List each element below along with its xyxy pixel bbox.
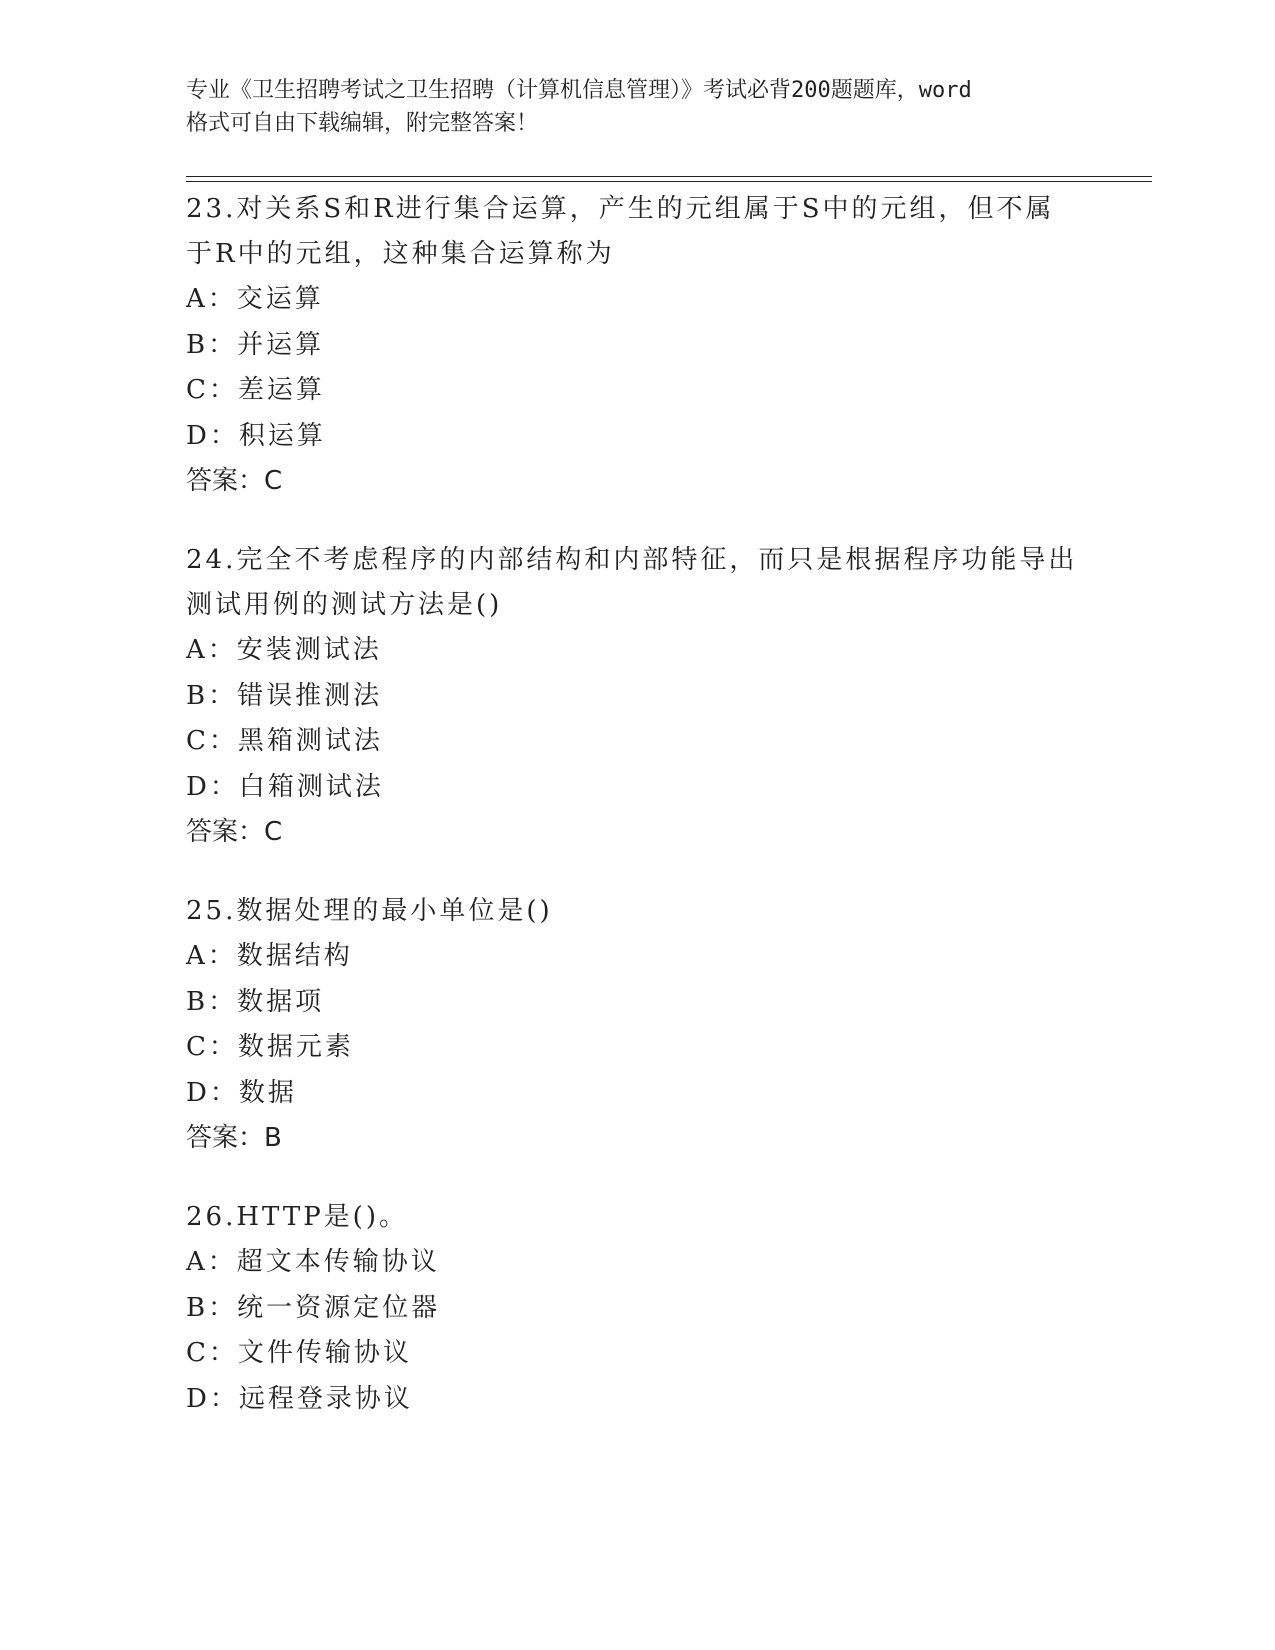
option-d: D：积运算: [186, 420, 326, 451]
option-a: A：安装测试法: [186, 635, 382, 665]
question-stem: 26.HTTP是()。: [186, 1202, 408, 1232]
header-divider-bottom: [186, 181, 1152, 182]
answer-line: 答案：C: [186, 466, 283, 496]
question-26: [186, 1195, 1086, 1422]
option-c: C：黑箱测试法: [186, 726, 383, 756]
option-b: B：统一资源定位器: [186, 1292, 441, 1323]
option-b: B：错误推测法: [186, 680, 383, 711]
question-23: [186, 187, 1086, 504]
question-25: [186, 889, 1086, 1161]
answer-line: 答案：B: [186, 1123, 282, 1153]
option-c: C：文件传输协议: [186, 1338, 412, 1368]
document-header: [186, 74, 1086, 140]
option-c: C：数据元素: [186, 1032, 354, 1062]
option-c: C：差运算: [186, 375, 325, 405]
option-d: D：数据: [186, 1077, 297, 1108]
question-stem: 于R中的元组，这种集合运算称为: [186, 239, 615, 269]
question-stem: 25.数据处理的最小单位是(): [186, 896, 553, 926]
question-stem: 23.对关系S和R进行集合运算，产生的元组属于S中的元组，但不属: [186, 194, 1055, 224]
option-d: D：远程登录协议: [186, 1383, 413, 1414]
option-d: D：白箱测试法: [186, 771, 384, 802]
answer-line: 答案：C: [186, 817, 283, 847]
option-a: A：交运算: [186, 284, 324, 314]
header-line-1: 专业《卫生招聘考试之卫生招聘（计算机信息管理）》考试必背200题题库，word: [186, 78, 972, 103]
question-list: [186, 187, 1086, 1456]
option-a: A：数据结构: [186, 941, 353, 971]
option-b: B：数据项: [186, 986, 325, 1017]
header-line-2: 格式可自由下载编辑，附完整答案！: [186, 111, 539, 136]
option-a: A：超文本传输协议: [186, 1247, 440, 1277]
question-stem: 测试用例的测试方法是(): [186, 590, 503, 620]
question-stem: 24.完全不考虑程序的内部结构和内部特征，而只是根据程序功能导出: [186, 545, 1078, 575]
question-24: [186, 538, 1086, 855]
option-b: B：并运算: [186, 329, 325, 360]
header-divider-top: [186, 176, 1152, 177]
